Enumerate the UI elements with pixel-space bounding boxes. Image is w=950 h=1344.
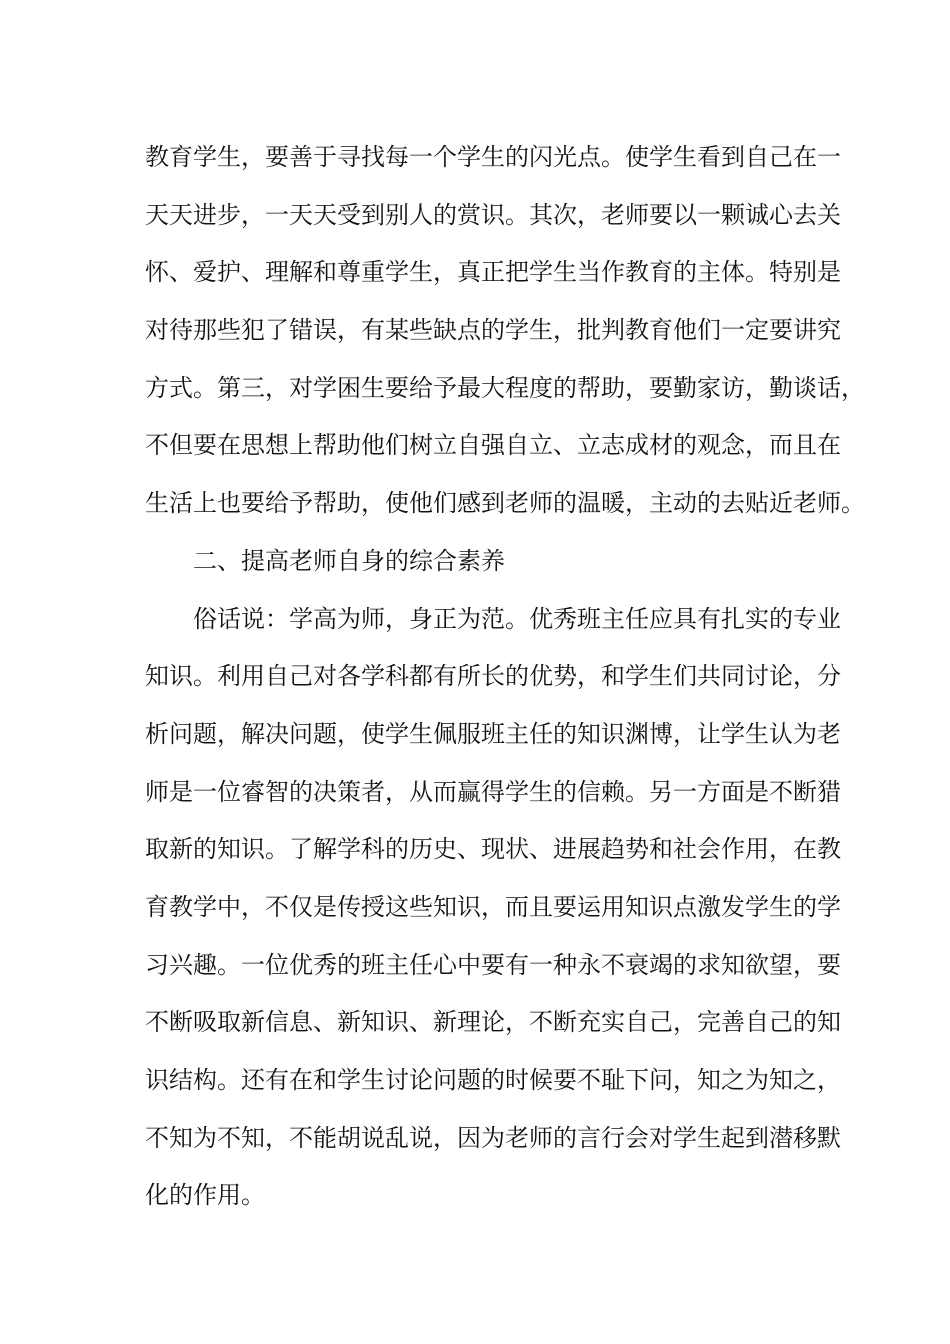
text-line: 方式。第三，对学困生要给予最大程度的帮助，要勤家访，勤谈话，: [145, 373, 865, 402]
text-line: 不但要在思想上帮助他们树立自强自立、立志成材的观念，而且在: [145, 431, 841, 460]
text-line: 习兴趣。一位优秀的班主任心中要有一种永不衰竭的求知欲望，要: [145, 950, 841, 979]
text-line: 教育学生，要善于寻找每一个学生的闪光点。使学生看到自己在一: [145, 143, 841, 171]
text-line: 天天进步，一天天受到别人的赏识。其次，老师要以一颗诚心去关: [145, 200, 841, 229]
text-line: 识结构。还有在和学生讨论问题的时候要不耻下问，知之为知之，: [145, 1066, 841, 1094]
text-line: 俗话说：学高为师，身正为范。优秀班主任应具有扎实的专业: [193, 604, 841, 633]
text-line: 不断吸取新信息、新知识、新理论，不断充实自己，完善自己的知: [145, 1008, 841, 1037]
text-line: 怀、爱护、理解和尊重学生，真正把学生当作教育的主体。特别是: [145, 258, 841, 287]
document-body: [145, 129, 865, 1225]
text-line: 不知为不知，不能胡说乱说，因为老师的言行会对学生起到潜移默: [145, 1123, 841, 1152]
text-line: 知识。利用自己对各学科都有所长的优势，和学生们共同讨论，分: [145, 662, 841, 691]
text-line: 对待那些犯了错误，有某些缺点的学生，批判教育他们一定要讲究: [145, 316, 841, 345]
text-line: 化的作用。: [145, 1181, 265, 1210]
section-heading: 二、提高老师自身的综合素养: [193, 546, 505, 575]
text-line: 析问题，解决问题，使学生佩服班主任的知识渊博，让学生认为老: [145, 719, 841, 748]
text-line: 育教学中，不仅是传授这些知识，而且要运用知识点激发学生的学: [145, 892, 841, 921]
text-line: 取新的知识。了解学科的历史、现状、进展趋势和社会作用，在教: [145, 835, 841, 864]
text-line: 生活上也要给予帮助，使他们感到老师的温暖，主动的去贴近老师。: [145, 489, 865, 518]
text-line: 师是一位睿智的决策者，从而赢得学生的信赖。另一方面是不断猎: [145, 777, 841, 806]
